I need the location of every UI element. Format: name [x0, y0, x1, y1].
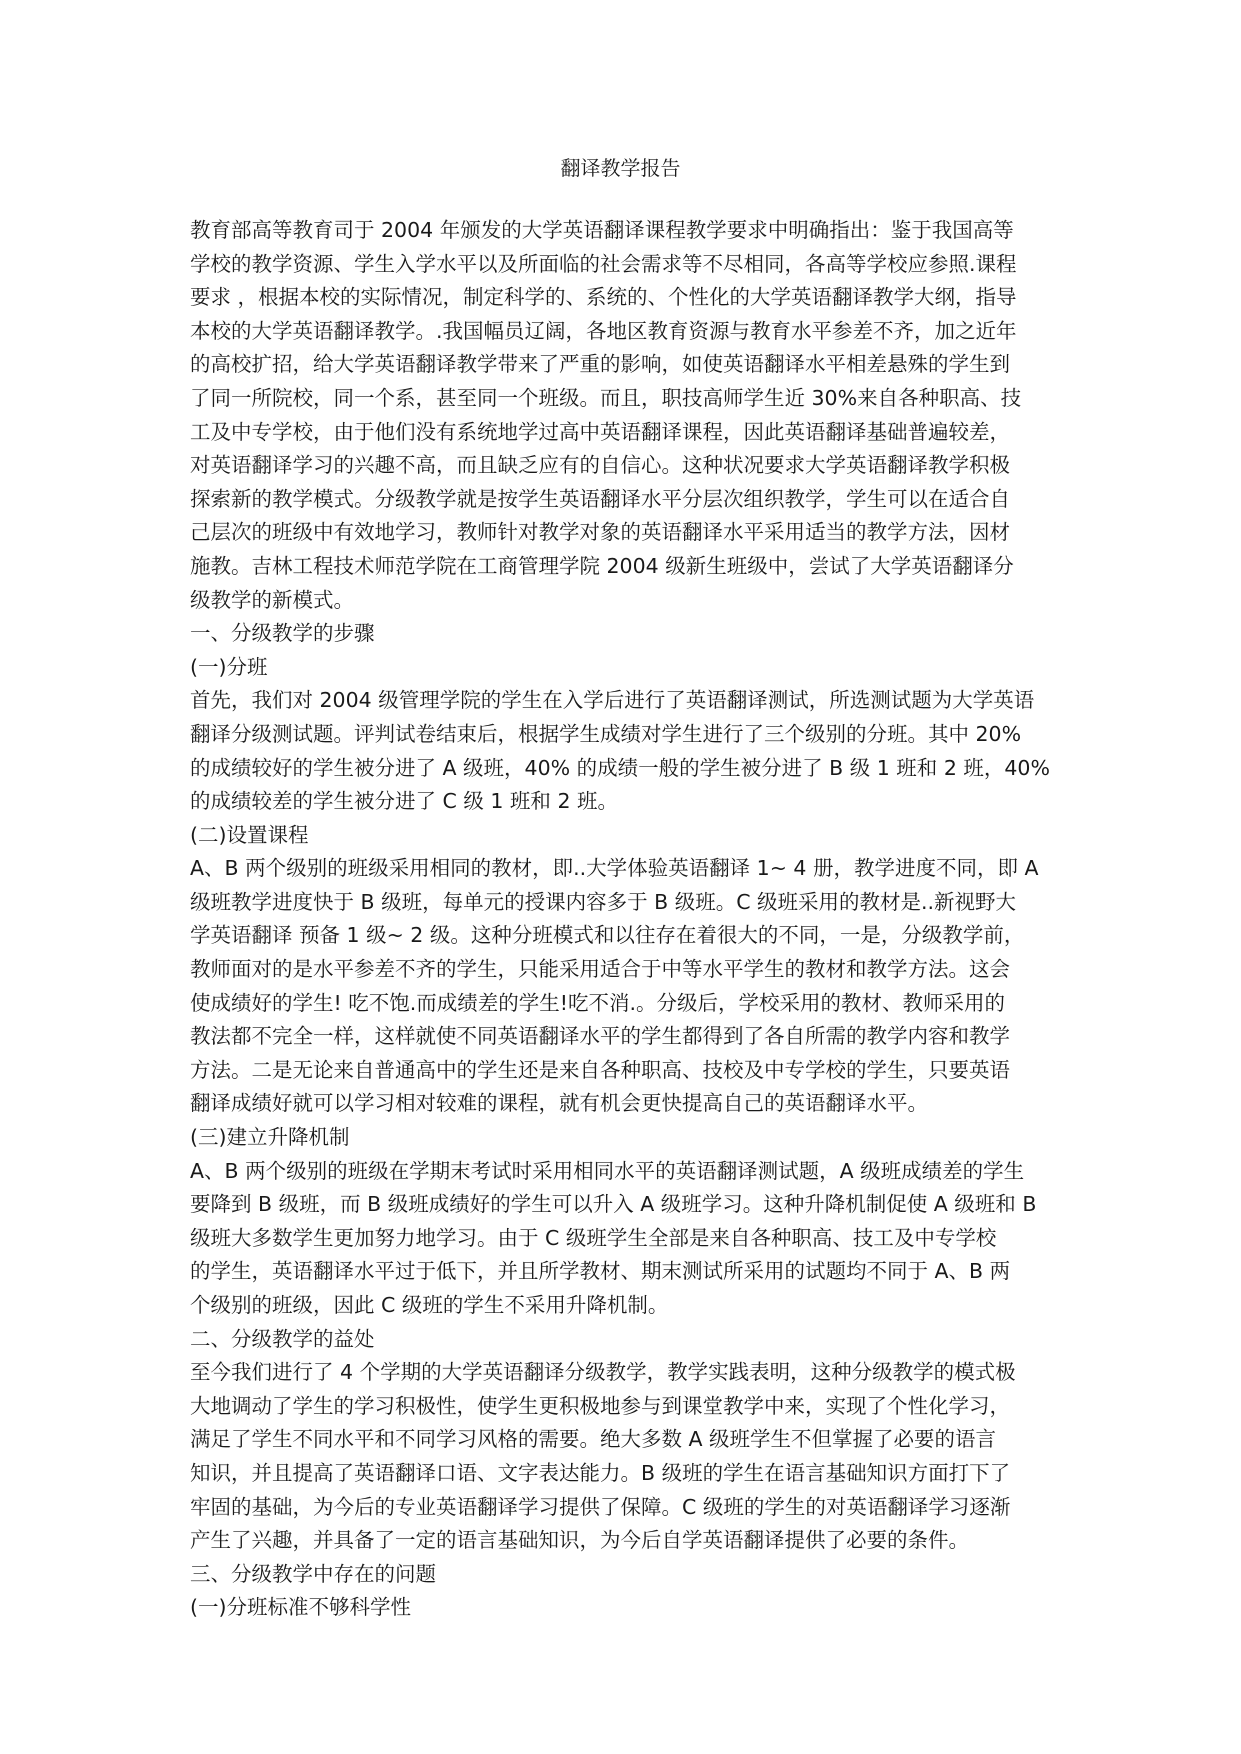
document-body: [190, 214, 1070, 1625]
document-title: 翻译教学报告: [560, 156, 681, 180]
text-line: 学校的教学资源、学生入学水平以及所面临的社会需求等不尽相同，各高等学校应参照.课程: [190, 251, 1017, 276]
text-line: 本校的大学英语翻译教学。.我国幅员辽阔，各地区教育资源与教育水平参差不齐，加之近年: [190, 318, 1017, 343]
section-heading: 三、分级教学中存在的问题: [190, 1561, 436, 1586]
text-line: 己层次的班级中有效地学习，教师针对教学对象的英语翻译水平采用适当的教学方法，因材: [190, 520, 1010, 545]
text-line: 施教。吉林工程技术师范学院在工商管理学院 2004 级新生班级中，尝试了大学英语翻译分: [190, 553, 1014, 578]
text-line: 的学生，英语翻译水平过于低下，并且所学教材、期末测试所采用的试题均不同于 A、B 两: [190, 1259, 1011, 1284]
text-line: 使成绩好的学生! 吃不饱.而成绩差的学生!吃不消.。分级后，学校采用的教材、教师采用的: [190, 990, 1005, 1015]
text-line: 级班教学进度快于 B 级班，每单元的授课内容多于 B 级班。C 级班采用的教材是..新视野大: [190, 889, 1017, 914]
text-line: 要求 ，根据本校的实际情况，制定科学的、系统的、个性化的大学英语翻译教学大纲，指导: [190, 285, 1017, 310]
text-line: 教师面对的是水平参差不齐的学生，只能采用适合于中等水平学生的教材和教学方法。这会: [190, 957, 1010, 982]
text-line: 至今我们进行了 4 个学期的大学英语翻译分级教学，教学实践表明，这种分级教学的模式极: [190, 1360, 1016, 1385]
text-line: 产生了兴趣，并具备了一定的语言基础知识，为今后自学英语翻译提供了必要的条件。: [190, 1528, 969, 1553]
text-line: 探索新的教学模式。分级教学就是按学生英语翻译水平分层次组织教学，学生可以在适合自: [190, 486, 1010, 511]
text-line: 大地调动了学生的学习积极性，使学生更积极地参与到课堂教学中来，实现了个性化学习，: [190, 1393, 1010, 1418]
text-line: 翻译分级测试题。评判试卷结束后，根据学生成绩对学生进行了三个级别的分班。其中 20%: [190, 721, 1022, 746]
text-line: 翻译成绩好就可以学习相对较难的课程，就有机会更快提高自己的英语翻译水平。: [190, 1091, 928, 1116]
text-line: 个级别的班级，因此 C 级班的学生不采用升降机制。: [190, 1293, 669, 1317]
text-line: 首先，我们对 2004 级管理学院的学生在入学后进行了英语翻译测试，所选测试题为大学英语: [190, 688, 1035, 713]
subsection-heading: (三)建立升降机制: [190, 1125, 350, 1150]
subsection-heading: (一)分班标准不够科学性: [190, 1595, 411, 1620]
text-line: 知识，并且提高了英语翻译口语、文字表达能力。B 级班的学生在语言基础知识方面打下了: [190, 1460, 1011, 1485]
text-line: 教育部高等教育司于 2004 年颁发的大学英语翻译课程教学要求中明确指出：鉴于我国高等: [190, 218, 1014, 242]
text-line: 教法都不完全一样，这样就使不同英语翻译水平的学生都得到了各自所需的教学内容和教学: [190, 1024, 1010, 1049]
text-line: 对英语翻译学习的兴趣不高，而且缺乏应有的自信心。这种状况要求大学英语翻译教学积极: [190, 453, 1010, 478]
section-heading: 二、分级教学的益处: [190, 1326, 375, 1351]
text-line: 的成绩较好的学生被分进了 A 级班，40% 的成绩一般的学生被分进了 B 级 1 班和 2 班，40%: [190, 755, 1050, 780]
text-line: 工及中专学校，由于他们没有系统地学过高中英语翻译课程，因此英语翻译基础普遍较差，: [190, 419, 1010, 444]
text-line: 的高校扩招，给大学英语翻译教学带来了严重的影响，如使英语翻译水平相差悬殊的学生到: [190, 352, 1010, 377]
section-heading: 一、分级教学的步骤: [190, 621, 375, 646]
text-line: 方法。二是无论来自普通高中的学生还是来自各种职高、技校及中专学校的学生，只要英语: [190, 1057, 1010, 1082]
subsection-heading: (二)设置课程: [190, 822, 309, 847]
text-line: A、B 两个级别的班级在学期末考试时采用相同水平的英语翻译测试题，A 级班成绩差的学生: [190, 1158, 1025, 1183]
text-line: 级教学的新模式。: [190, 587, 354, 612]
text-line: 级班大多数学生更加努力地学习。由于 C 级班学生全部是来自各种职高、技工及中专学校: [190, 1225, 997, 1250]
text-line: 满足了学生不同水平和不同学习风格的需要。绝大多数 A 级班学生不但掌握了必要的语言: [190, 1427, 997, 1452]
subsection-heading: (一)分班: [190, 654, 268, 679]
text-line: 牢固的基础，为今后的专业英语翻译学习提供了保障。C 级班的学生的对英语翻译学习逐渐: [190, 1494, 1011, 1519]
text-line: A、B 两个级别的班级采用相同的教材，即..大学体验英语翻译 1~ 4 册，教学进度不同，即 A: [190, 856, 1039, 881]
text-line: 了同一所院校，同一个系，甚至同一个班级。而且，职技高师学生近 30%来自各种职高、技: [190, 385, 1022, 410]
text-line: 学英语翻译 预备 1 级~ 2 级。这种分班模式和以往存在着很大的不同，一是，分级教学前，: [190, 923, 1025, 948]
text-line: 的成绩较差的学生被分进了 C 级 1 班和 2 班。: [190, 789, 618, 814]
text-line: 要降到 B 级班，而 B 级班成绩好的学生可以升入 A 级班学习。这种升降机制促使 A 级班和 B: [190, 1192, 1037, 1217]
